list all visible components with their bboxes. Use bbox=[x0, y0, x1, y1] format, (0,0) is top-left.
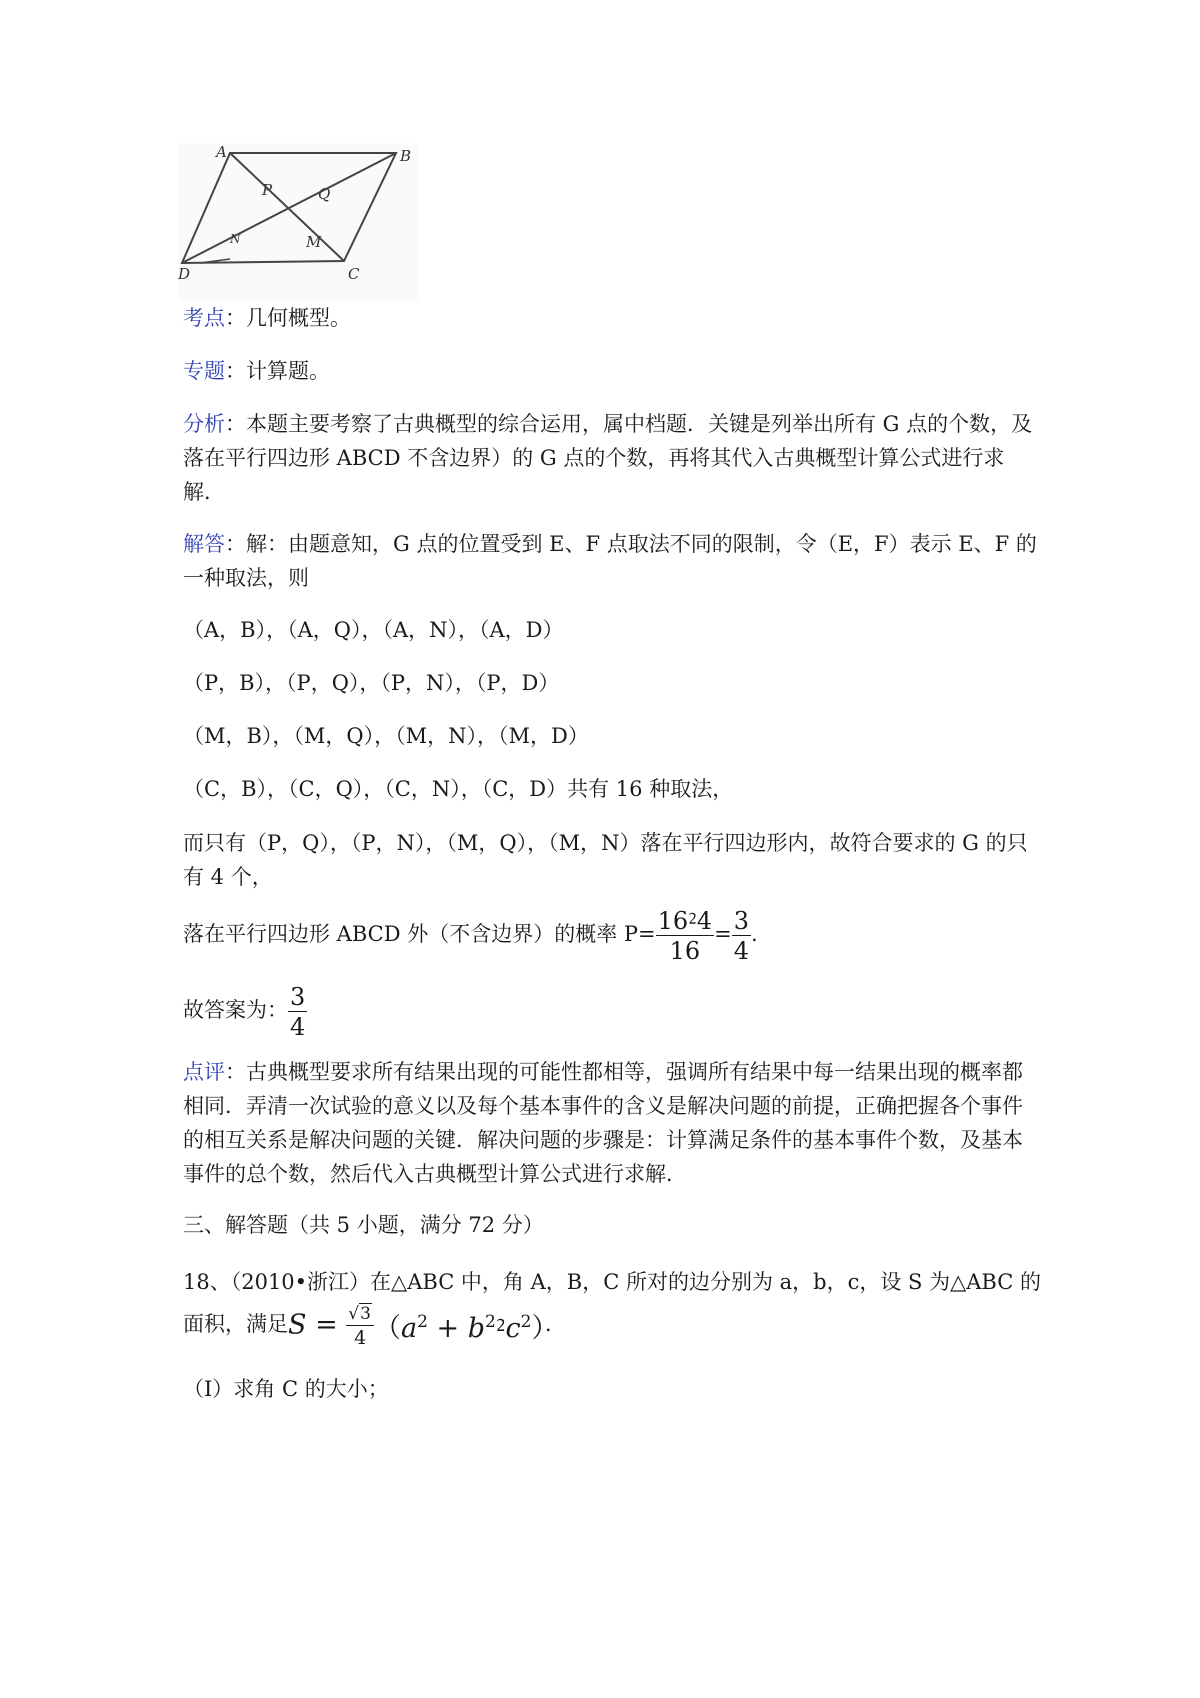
q18-eq: = bbox=[306, 1309, 347, 1341]
jieda-label: 解答 bbox=[183, 532, 225, 556]
q18-var-b: b bbox=[467, 1313, 485, 1344]
dianping-text: ：古典概型要求所有结果出现的可能性都相等，强调所有结果中每一结果出现的概率都相同．弄清一次试验的意义以及每个基本事件的含义是解决问题的前提，正确把握各个事件的相互关系是解决问题的关键．解决问题的步骤是：计算满足条件的基本事件个数，及基本事件的总个数，然后代入古典概型计算公式进行求解． bbox=[183, 1060, 1023, 1186]
label-D: D bbox=[178, 265, 191, 283]
answer-prefix: 故答案为： bbox=[183, 998, 288, 1022]
prob-frac1-den: 16 bbox=[669, 936, 701, 965]
pairs-row-1: （A，B），（A，Q），（A，N），（A，D） bbox=[183, 618, 564, 642]
section-heading: 三、解答题（共 5 小题，满分 72 分） bbox=[183, 1213, 544, 1237]
jieda-text: ：解：由题意知，G 点的位置受到 E、F 点取法不同的限制，令（E，F）表示 E、F 的一种取法，则 bbox=[183, 532, 1037, 590]
pairs-row-3: （M，B），（M，Q），（M，N），（M，D） bbox=[183, 724, 589, 748]
q18-exp-a: 2 bbox=[417, 1312, 428, 1332]
q18-tail: ． bbox=[544, 1312, 566, 1336]
zhuanti-text: ：计算题。 bbox=[225, 359, 330, 383]
q18-exp-b: 2 bbox=[485, 1312, 496, 1332]
label-A: A bbox=[216, 143, 227, 161]
prob-fraction-1 bbox=[656, 906, 714, 965]
question-18-part-1: （Ⅰ）求角 C 的大小； bbox=[183, 1377, 389, 1401]
question-18 bbox=[183, 1262, 1043, 1349]
answer-line bbox=[183, 980, 1043, 1040]
q18-S: S bbox=[288, 1309, 307, 1341]
q18-paren-expression bbox=[374, 1313, 545, 1344]
q18-frac-den: 4 bbox=[354, 1326, 367, 1349]
q18-exp-c: 2 bbox=[520, 1312, 532, 1332]
q18-fraction bbox=[346, 1304, 374, 1348]
prob-fraction-2 bbox=[732, 906, 751, 965]
kaodian-label: 考点 bbox=[183, 306, 225, 330]
q18-sqrt-radicand: 3 bbox=[360, 1303, 371, 1324]
answer-num: 3 bbox=[290, 982, 306, 1011]
label-P: P bbox=[262, 181, 273, 199]
zhuanti-line bbox=[183, 354, 1043, 388]
jieda-paragraph bbox=[183, 527, 1043, 595]
label-Q: Q bbox=[318, 185, 331, 203]
q18-minus: ⁲ bbox=[495, 1313, 506, 1344]
zhuanti-label: 专题 bbox=[183, 359, 225, 383]
pairs-row-4: （C，B），（C，Q），（C，N），（C，D）共有 16 种取法， bbox=[183, 777, 734, 801]
q18-frac-num bbox=[346, 1304, 374, 1326]
fenxi-paragraph bbox=[183, 407, 1043, 509]
kaodian-text: ：几何概型。 bbox=[225, 306, 351, 330]
dianping-paragraph bbox=[183, 1055, 1043, 1191]
q18-var-c: c bbox=[505, 1313, 521, 1344]
pairs-row-2: （P，B），（P，Q），（P，N），（P，D） bbox=[183, 671, 560, 695]
kaodian-line bbox=[183, 301, 1043, 335]
answer-den: 4 bbox=[290, 1012, 306, 1041]
probability-line bbox=[183, 904, 1043, 964]
only-paragraph: 而只有（P，Q），（P，N），（M，Q），（M，N）落在平行四边形内，故符合要求的 G 的只有 4 个， bbox=[183, 831, 1028, 889]
fenxi-text: ：本题主要考察了古典概型的综合运用，属中档题．关键是列举出所有 G 点的个数，及落在平行四边形 ABCD 不含边界）的 G 点的个数，再将其代入古典概型计算公式进行求解． bbox=[183, 412, 1033, 504]
dianping-label: 点评 bbox=[183, 1060, 225, 1084]
prob-frac2-num: 3 bbox=[733, 906, 749, 935]
q18-text: 18、（2010•浙江）在△ABC 中，角 A，B，C 所对的边分别为 a，b，c，设 S 为△ABC 的面积，满足 bbox=[183, 1270, 1041, 1336]
prob-frac2-den: 4 bbox=[733, 936, 749, 965]
label-B: B bbox=[400, 147, 412, 165]
label-C: C bbox=[348, 265, 360, 283]
prob-frac1-num: 16⁲4 bbox=[657, 906, 713, 935]
prob-prefix: 落在平行四边形 ABCD 外（不含边界）的概率 P= bbox=[183, 922, 656, 946]
label-N: N bbox=[230, 232, 241, 246]
q18-paren-close: ） bbox=[531, 1313, 545, 1344]
q18-paren-open: （ bbox=[373, 1313, 401, 1344]
answer-fraction bbox=[288, 982, 307, 1041]
parallelogram-figure bbox=[178, 143, 418, 301]
fenxi-label: 分析 bbox=[183, 412, 225, 436]
prob-suffix: . bbox=[750, 922, 758, 946]
sqrt-sign: √3 bbox=[348, 1303, 371, 1324]
label-M: M bbox=[306, 233, 322, 251]
q18-var-a: a bbox=[400, 1313, 418, 1344]
q18-plus: + bbox=[427, 1313, 468, 1344]
prob-eq: = bbox=[714, 922, 732, 946]
